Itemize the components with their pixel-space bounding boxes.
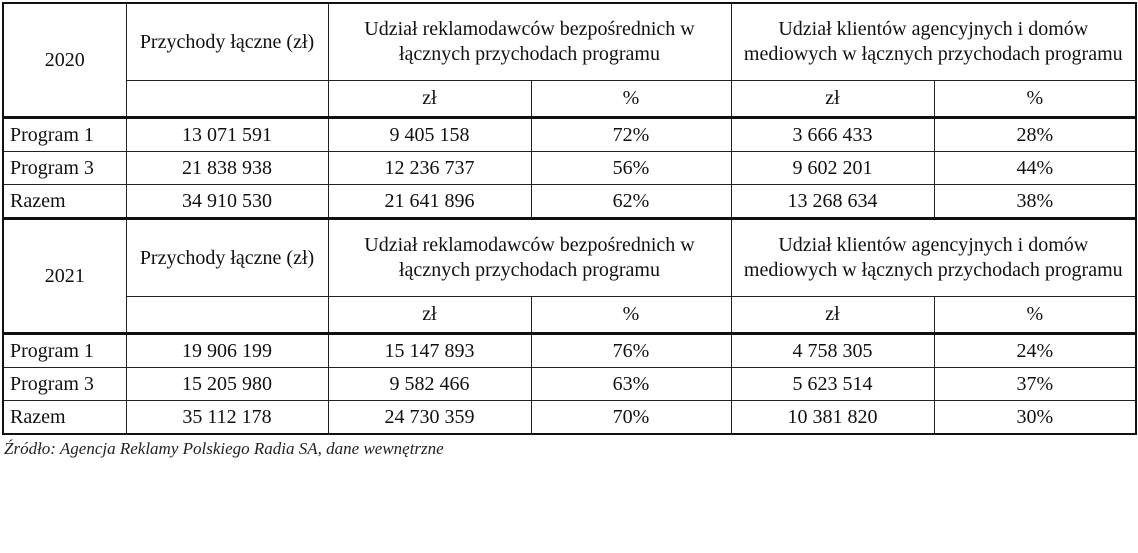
unit-pct-direct: % (531, 297, 731, 334)
agency-pct-value: 24% (934, 334, 1136, 368)
row-label: Program 1 (3, 334, 126, 368)
direct-pct-value: 72% (531, 118, 731, 152)
header-row-2021 (3, 219, 1136, 297)
agency-pln-value: 9 602 201 (731, 152, 934, 185)
direct-pln-value: 12 236 737 (328, 152, 531, 185)
unit-empty (126, 81, 328, 118)
direct-pct-value: 56% (531, 152, 731, 185)
unit-empty (126, 297, 328, 334)
direct-pln-value: 9 582 466 (328, 368, 531, 401)
source-note: Źródło: Agencja Reklamy Polskiego Radia SA, dane wewnętrzne (4, 439, 444, 458)
table-row (3, 368, 1136, 401)
direct-pct-value: 62% (531, 185, 731, 219)
direct-pct-value: 76% (531, 334, 731, 368)
unit-pct-agency: % (934, 81, 1136, 118)
unit-pln-direct: zł (328, 297, 531, 334)
unit-pln-agency: zł (731, 81, 934, 118)
unit-row-2020 (3, 81, 1136, 118)
agency-pct-value: 37% (934, 368, 1136, 401)
table-row (3, 401, 1136, 435)
direct-pln-value: 9 405 158 (328, 118, 531, 152)
row-label: Program 3 (3, 152, 126, 185)
table-row (3, 334, 1136, 368)
unit-pct-direct: % (531, 81, 731, 118)
total-value: 21 838 938 (126, 152, 328, 185)
col-agency-share-header: Udział klientów agencyjnych i domów mediowych w łącznych przychodach programu (731, 3, 1136, 81)
agency-pct-value: 28% (934, 118, 1136, 152)
col-direct-share-header: Udział reklamodawców bezpośrednich w łącznych przychodach programu (328, 3, 731, 81)
year-2021: 2021 (3, 219, 126, 334)
total-value: 34 910 530 (126, 185, 328, 219)
header-row-2020 (3, 3, 1136, 81)
total-value: 13 071 591 (126, 118, 328, 152)
col-total-revenue-header: Przychody łączne (zł) (126, 3, 328, 81)
total-value: 19 906 199 (126, 334, 328, 368)
year-2020: 2020 (3, 3, 126, 118)
table-row (3, 118, 1136, 152)
table-row (3, 185, 1136, 219)
row-label: Program 1 (3, 118, 126, 152)
col-total-revenue-header: Przychody łączne (zł) (126, 219, 328, 297)
direct-pln-value: 21 641 896 (328, 185, 531, 219)
row-label: Program 3 (3, 368, 126, 401)
col-agency-share-header: Udział klientów agencyjnych i domów mediowych w łącznych przychodach programu (731, 219, 1136, 297)
agency-pln-value: 4 758 305 (731, 334, 934, 368)
agency-pln-value: 10 381 820 (731, 401, 934, 435)
direct-pln-value: 24 730 359 (328, 401, 531, 435)
revenue-table (2, 2, 1137, 435)
unit-pln-direct: zł (328, 81, 531, 118)
row-label: Razem (3, 401, 126, 435)
unit-pct-agency: % (934, 297, 1136, 334)
agency-pct-value: 38% (934, 185, 1136, 219)
direct-pln-value: 15 147 893 (328, 334, 531, 368)
agency-pln-value: 13 268 634 (731, 185, 934, 219)
unit-pln-agency: zł (731, 297, 934, 334)
direct-pct-value: 63% (531, 368, 731, 401)
table-row (3, 152, 1136, 185)
total-value: 15 205 980 (126, 368, 328, 401)
unit-row-2021 (3, 297, 1136, 334)
revenue-table-wrapper (2, 2, 1135, 459)
agency-pct-value: 44% (934, 152, 1136, 185)
agency-pct-value: 30% (934, 401, 1136, 435)
agency-pln-value: 5 623 514 (731, 368, 934, 401)
direct-pct-value: 70% (531, 401, 731, 435)
agency-pln-value: 3 666 433 (731, 118, 934, 152)
row-label: Razem (3, 185, 126, 219)
total-value: 35 112 178 (126, 401, 328, 435)
col-direct-share-header: Udział reklamodawców bezpośrednich w łącznych przychodach programu (328, 219, 731, 297)
